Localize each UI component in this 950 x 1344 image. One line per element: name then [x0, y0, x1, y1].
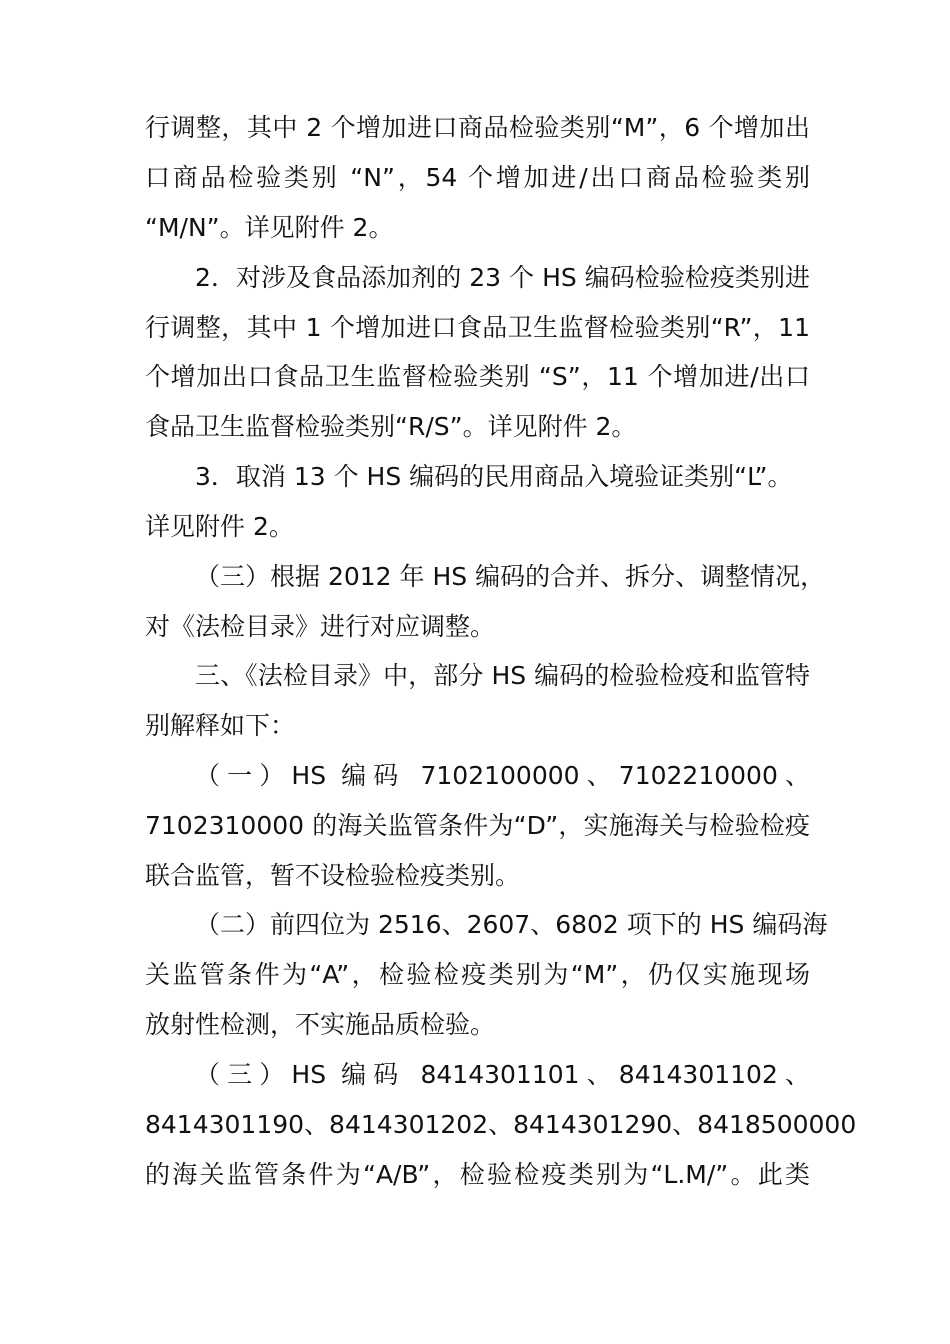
text-line-5: 行调整，其中 1 个增加进口食品卫生监督检验类别“R”，11 [145, 313, 810, 342]
section-heading-three: 三、《法检目录》中，部分 HS 编码的检验检疫和监管特 [195, 661, 810, 690]
text-line-2: 口商品检验类别 “N”，54 个增加进/出口商品检验类别 [145, 163, 810, 192]
text-line-7: 食品卫生监督检验类别“R/S”。详见附件 2。 [145, 412, 637, 441]
text-line-6: 个增加出口食品卫生监督检验类别 “S”，11 个增加进/出口 [145, 362, 810, 391]
text-line-15: 7102310000 的海关监管条件为“D”，实施海关与检验检疫 [145, 811, 810, 840]
text-line-13: 别解释如下： [145, 711, 296, 740]
item-three-paragraph: （三）HS 编码 8414301101、8414301102、 [195, 1060, 810, 1089]
text-line-3: “M/N”。详见附件 2。 [145, 213, 394, 242]
text-line-22: 的海关监管条件为“A/B”，检验检疫类别为“L.M/”。此类 [145, 1160, 810, 1189]
item-two-paragraph: （二）前四位为 2516、2607、6802 项下的 HS 编码海 [195, 910, 828, 939]
item-one-paragraph: （一）HS 编码 7102100000、7102210000、 [195, 761, 810, 790]
text-line-11: 对《法检目录》进行对应调整。 [145, 612, 496, 641]
text-line-19: 放射性检测，不实施品质检验。 [145, 1010, 496, 1039]
text-line-21: 8414301190、8414301202、8414301290、8418500000 [145, 1110, 857, 1139]
list-item-3: 3．取消 13 个 HS 编码的民用商品入境验证类别“L”。 [195, 462, 793, 491]
text-line-1: 行调整，其中 2 个增加进口商品检验类别“M”，6 个增加出 [145, 113, 810, 142]
text-line-18: 关监管条件为“A”，检验检疫类别为“M”，仍仅实施现场 [145, 960, 810, 989]
section-paragraph-three: （三）根据 2012 年 HS 编码的合并、拆分、调整情况， [195, 562, 826, 591]
list-item-2: 2．对涉及食品添加剂的 23 个 HS 编码检验检疫类别进 [195, 263, 810, 292]
text-line-16: 联合监管，暂不设检验检疫类别。 [145, 861, 521, 890]
text-line-9: 详见附件 2。 [145, 512, 294, 541]
